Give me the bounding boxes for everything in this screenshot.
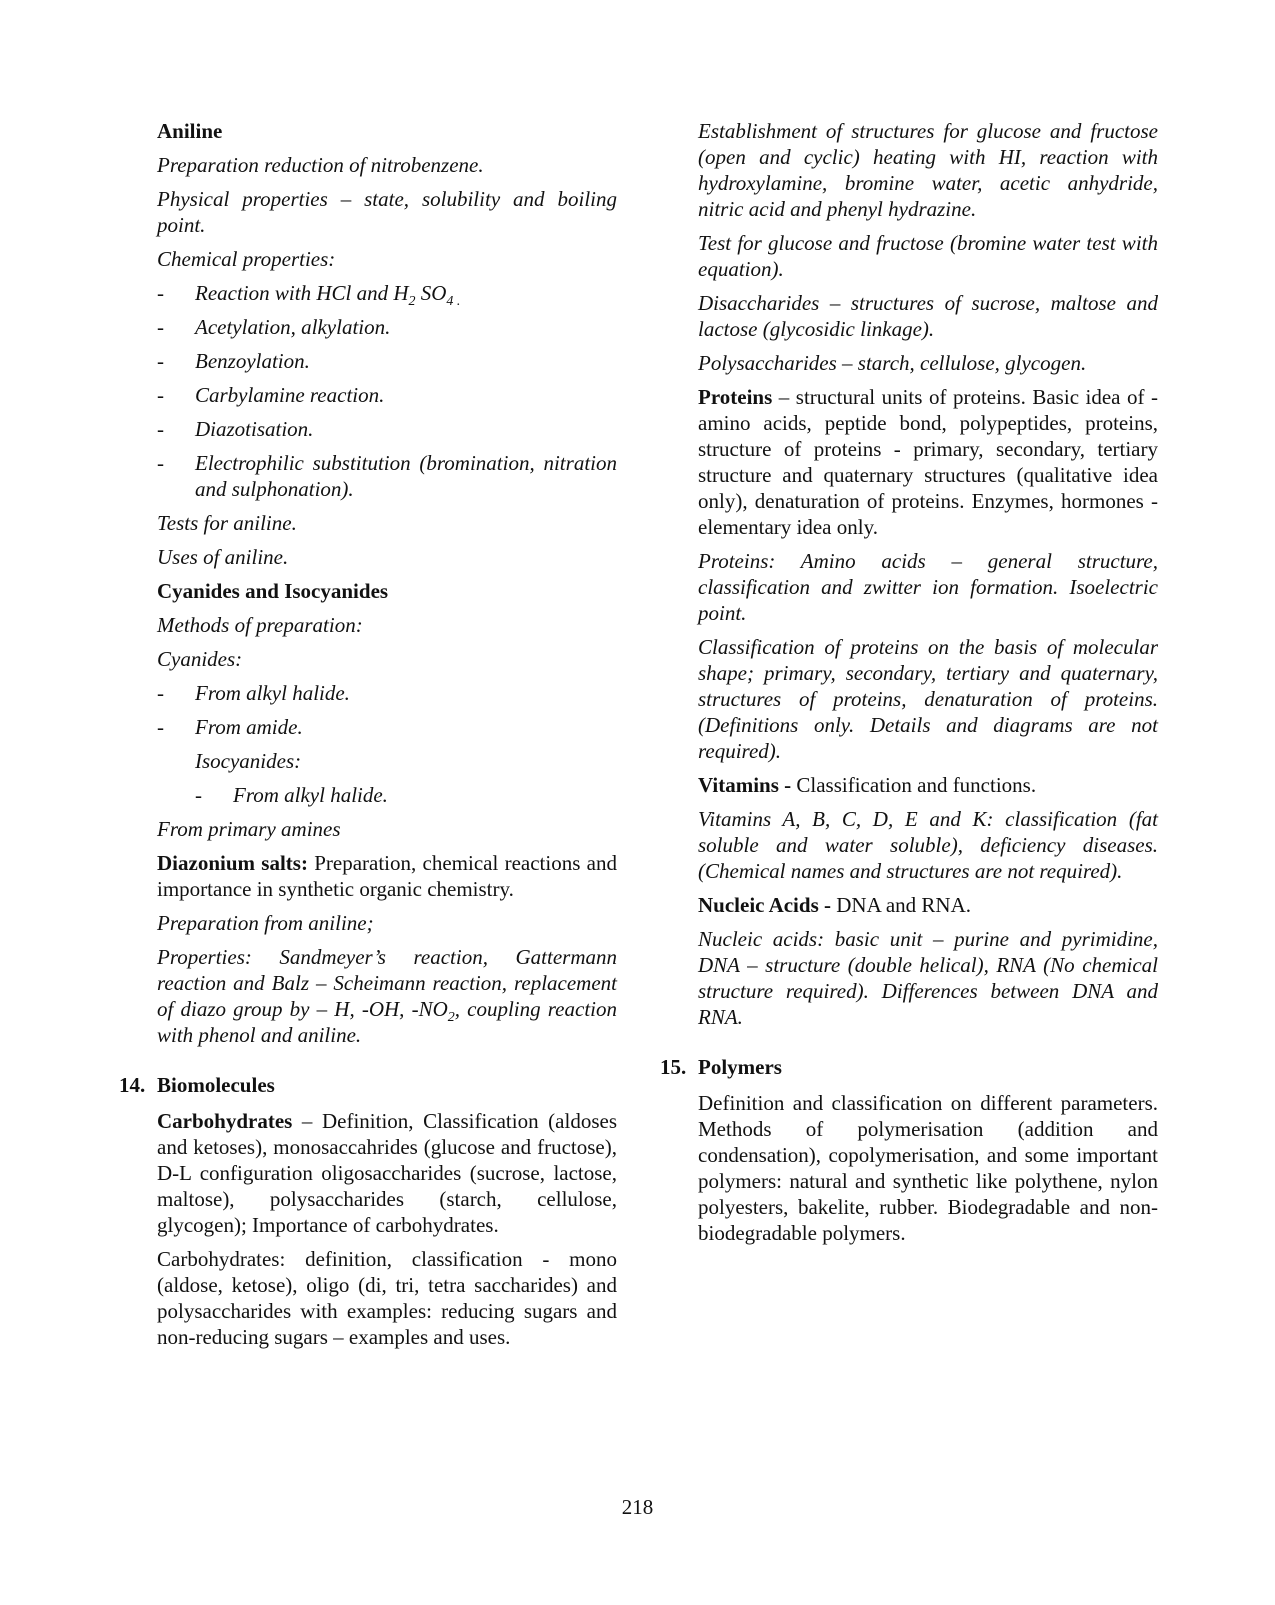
carbohydrates-definition: Carbohydrates: definition, classification - mono (aldose, ketose), oligo (di, tri, tetra saccharides) and polysaccharides with examples: reducing sugars and non-reducing sugars – examples and uses. — [157, 1247, 617, 1349]
polymers-paragraph: Definition and classification on different parameters. Methods of polymerisation (addition and condensation), copolymerisation, and some important polymers: natural and synthetic like polythene, nylon polyesters, bakelite, rubber. Biodegradable and non-biodegradable polymers. — [698, 1091, 1158, 1245]
proteins-paragraph: Proteins – structural units of proteins. Basic idea of - amino acids, peptide bond, polypeptides, proteins, structure of proteins - primary, secondary, tertiary structure and quaternary structures (qualitative idea only), denaturation of proteins. Enzymes, hormones - elementary idea only. — [698, 385, 1158, 539]
aniline-heading: Aniline — [157, 119, 223, 143]
glucose-fructose-test: Test for glucose and fructose (bromine water test with equation). — [698, 231, 1158, 281]
preparation-from-aniline: Preparation from aniline; — [157, 911, 374, 935]
proteins-amino-acids: Proteins: Amino acids – general structure, classification and zwitter ion formation. Isoelectric point. — [698, 549, 1158, 625]
section-14-heading: 14. Biomolecules — [119, 1073, 275, 1097]
polysaccharides: Polysaccharides – starch, cellulose, glycogen. — [698, 351, 1087, 375]
chem-property-item: - Reaction with HCl and $H_2$ $SO_{4 .}$ — [157, 281, 461, 310]
cyanide-item: - From alkyl halide. — [157, 681, 350, 705]
chem-property-item: - Diazotisation. — [157, 417, 314, 441]
isocyanides-label: Isocyanides: — [195, 749, 302, 773]
isocyanide-item: - From alkyl halide. — [195, 783, 388, 807]
right-column — [660, 118, 1158, 1254]
aniline-physical-properties: Physical properties – state, solubility and boiling point. — [157, 187, 617, 237]
vitamins-paragraph: Vitamins - Classification and functions. — [698, 773, 1037, 797]
glucose-structure-establishment: Establishment of structures for glucose and fructose (open and cyclic) heating with HI, reaction with hydroxylamine, bromine water, acetic anhydride, nitric acid and phenyl hydrazine. — [698, 119, 1158, 221]
chem-property-item: - Carbylamine reaction. — [157, 383, 385, 407]
carbohydrates-paragraph: Carbohydrates – Definition, Classification (aldoses and ketoses), monosaccahrides (glucose and fructose), D-L configuration oligosaccharides (sucrose, lactose, maltose), polysaccharides (starch, cellulose, glycogen); Importance of carbohydrates. — [157, 1109, 617, 1237]
from-primary-amines: From primary amines — [157, 817, 341, 841]
methods-of-preparation: Methods of preparation: — [157, 613, 363, 637]
section-15-heading: 15. Polymers — [660, 1055, 782, 1079]
nucleic-acids-paragraph: Nucleic Acids - DNA and RNA. — [698, 893, 971, 917]
uses-of-aniline: Uses of aniline. — [157, 545, 289, 569]
page-number: 218 — [621, 1495, 654, 1519]
cyanides-heading: Cyanides and Isocyanides — [157, 579, 389, 603]
cyanide-item: - From amide. — [157, 715, 303, 739]
aniline-preparation: Preparation reduction of nitrobenzene. — [157, 153, 484, 177]
chem-property-item: - Acetylation, alkylation. — [157, 315, 391, 339]
disaccharides: Disaccharides – structures of sucrose, maltose and lactose (glycosidic linkage). — [698, 291, 1158, 341]
tests-for-aniline: Tests for aniline. — [157, 511, 297, 535]
cyanides-label: Cyanides: — [157, 647, 243, 671]
chem-property-item: - Benzoylation. — [157, 349, 310, 373]
diazonium-salts-paragraph: Diazonium salts: Preparation, chemical reactions and importance in synthetic organic chemistry. — [157, 851, 617, 901]
aniline-chemical-properties-label: Chemical properties: — [157, 247, 336, 271]
vitamins-detail: Vitamins A, B, C, D, E and K: classification (fat soluble and water soluble), deficiency diseases. (Chemical names and structures are not required). — [698, 807, 1158, 883]
diazonium-properties: Properties: Sandmeyer’s reaction, Gattermann reaction and Balz – Scheimann reaction, replacement of diazo group by – H, -OH, $-NO_2$, coupling reaction with phenol and aniline. — [157, 945, 617, 1047]
nucleic-acids-detail: Nucleic acids: basic unit – purine and pyrimidine, DNA – structure (double helical), RNA (No chemical structure required). Differences between DNA and RNA. — [698, 927, 1158, 1029]
left-column — [119, 118, 617, 1358]
chem-property-item: - Electrophilic substitution (bromination, nitration and sulphonation). — [157, 451, 617, 501]
classification-of-proteins: Classification of proteins on the basis of molecular shape; primary, secondary, tertiary and quaternary, structures of proteins, denaturation of proteins. (Definitions only. Details and diagrams are not required). — [698, 635, 1158, 763]
